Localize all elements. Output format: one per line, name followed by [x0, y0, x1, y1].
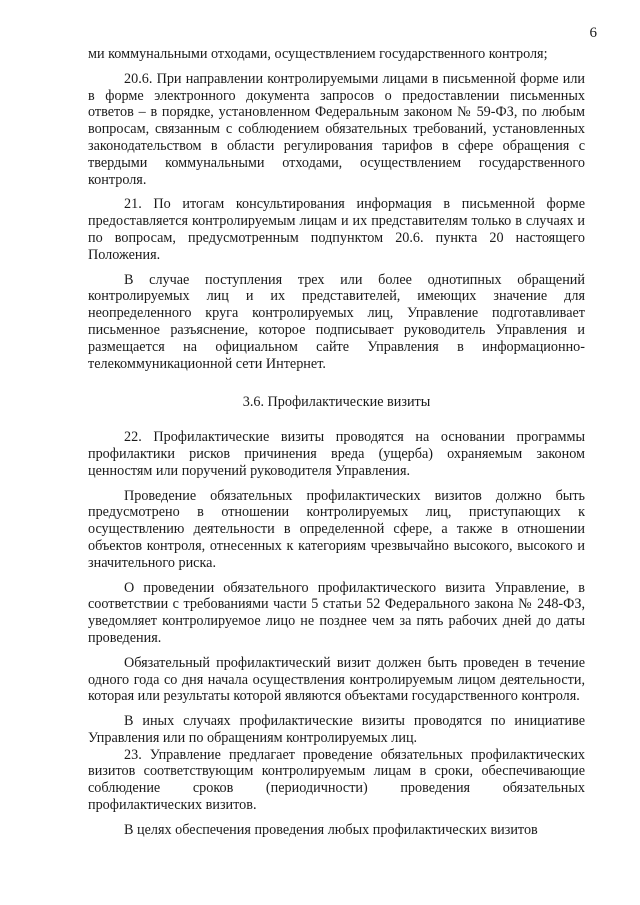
document-body — [88, 46, 585, 839]
section-title: 3.6. Профилактические визиты — [242, 394, 431, 411]
page-number: 6 — [589, 25, 597, 41]
paragraph-repeated-requests: В случае поступления трех или более однотипных обращений контролируемых лиц и их представителей, имеющих значение для неопределенного круга контролируемых лиц, Управление подготавливает письменное разъяснение, которое подписывает руководитель Управления и размещается на официальном сайте Управления в информационно-телекоммуникационной сети Интернет. — [88, 271, 585, 372]
paragraph-23: 23. Управление предлагает проведение обязательных профилактических визитов соответствующим контролируемым лицам в сроки, обеспечивающие соблюдение сроков (периодичности) проведения обязательных профилактических визитов. — [88, 746, 585, 814]
paragraph-21: 21. По итогам консультирования информация в письменной форме предоставляется контролируемым лицам и их представителям только в случаях и по вопросам, предусмотренным подпунктом 20.6. пункта 20 настоящего Положения. — [88, 196, 585, 263]
paragraph-visit-deadline: Обязательный профилактический визит должен быть проведен в течение одного года со дня начала осуществления контролируемым лицом деятельности, которая или результаты которой являются объектами государственного контроля. — [88, 654, 585, 705]
paragraph-continuation: ми коммунальными отходами, осуществлением государственного контроля; — [88, 46, 548, 62]
paragraph-notification: О проведении обязательного профилактического визита Управление, в соответствии с требованиями части 5 статьи 52 Федерального закона № 248-ФЗ, уведомляет контролируемое лицо не позднее чем за пять рабочих дней до даты проведения. — [88, 579, 585, 646]
paragraph-other-cases: В иных случаях профилактические визиты проводятся по инициативе Управления или по обращениям контролируемых лиц. — [88, 713, 585, 746]
paragraph-22: 22. Профилактические визиты проводятся на основании программы профилактики рисков причинения вреда (ущерба) охраняемым законом ценностям или поручений руководителя Управления. — [88, 429, 585, 479]
paragraph-mandatory-visits: Проведение обязательных профилактических визитов должно быть предусмотрено в отношении контролируемых лиц, приступающих к осуществлению деятельности в определенной сфере, а также в отношении объектов контроля, отнесенных к категориям чрезвычайно высокого, высокого и значительного риска. — [88, 487, 585, 571]
paragraph-20-6: 20.6. При направлении контролируемыми лицами в письменной форме или в форме электронного документа запросов о предоставлении письменных ответов – в порядке, установленном Федеральным законом № 59-ФЗ, по любым вопросам, связанным с соблюдением обязательных требований, установленных законодательством в области регулирования тарифов в сфере обращения с твердыми коммунальными отходами, осуществлением государственного контроля. — [88, 70, 585, 188]
paragraph-ensuring-visits: В целях обеспечения проведения любых профилактических визитов — [124, 821, 538, 838]
